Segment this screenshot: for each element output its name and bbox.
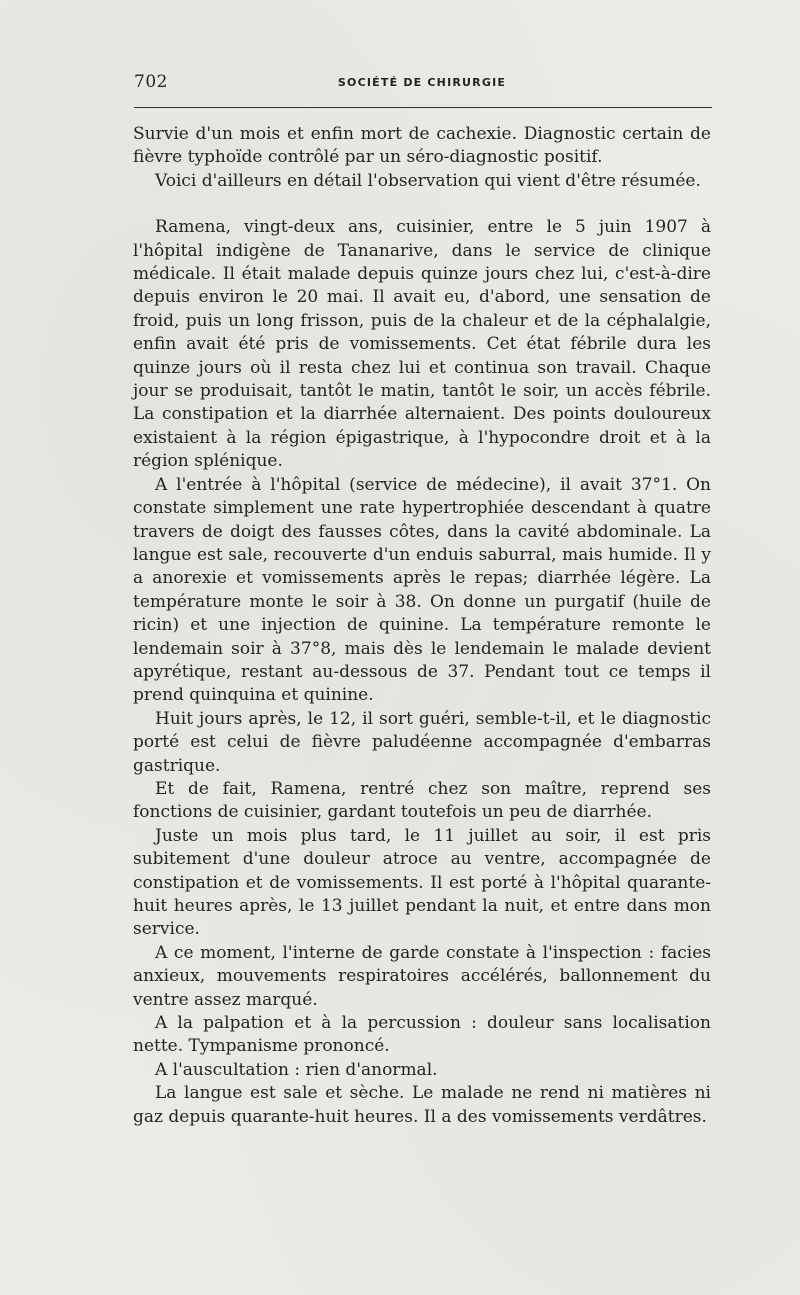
paragraph-1: Survie d'un mois et enfin mort de cachexie. Diagnostic certain de fièvre typhoïde contrôlé par un séro-diagnostic positif. bbox=[133, 124, 711, 168]
header-rule bbox=[134, 107, 712, 108]
paragraph-7: Juste un mois plus tard, le 11 juillet au soir, il est pris subitement d'une douleur atroce au ventre, accompagnée de constipation et de vomissements. Il est porté à l'hôpital quarante-huit heures après, le 13 juillet pendant la nuit, et entre dans mon service. bbox=[133, 825, 711, 940]
paragraph-8: A ce moment, l'interne de garde constate à l'inspection : facies anxieux, mouvements respiratoires accélérés, ballonnement du ventre assez marqué. bbox=[133, 942, 711, 1010]
paragraph-6: Et de fait, Ramena, rentré chez son maître, reprend ses fonctions de cuisinier, gardant toutefois un peu de diarrhée. bbox=[133, 778, 711, 823]
paragraph-10: A l'auscultation : rien d'anormal. bbox=[155, 1059, 438, 1080]
paragraph-9: A la palpation et à la percussion : douleur sans localisation nette. Tympanisme prononcé. bbox=[133, 1013, 711, 1057]
paragraph-5: Huit jours après, le 12, il sort guéri, semble-t-il, et le diagnostic porté est celui de fièvre paludéenne accompagnée d'embarras gastrique. bbox=[133, 708, 711, 776]
paragraph-2: Voici d'ailleurs en détail l'observation qui vient d'être résumée. bbox=[155, 170, 701, 191]
body-text bbox=[133, 123, 711, 1129]
paragraph-11: La langue est sale et sèche. Le malade ne rend ni matières ni gaz depuis quarante-huit heures. Il a des vomissements verdâtres. bbox=[133, 1083, 711, 1127]
paragraph-4: A l'entrée à l'hôpital (service de médecine), il avait 37°1. On constate simplement une rate hypertrophiée descendant à quatre travers de doigt des fausses côtes, dans la cavité abdominale. La langue est sale, recouverte d'un enduis saburral, mais humide. Il y a anorexie et vomissements après le repas; diarrhée légère. La température monte le soir à 38. On donne un purgatif (huile de ricin) et une injection de quinine. La température remonte le lendemain soir à 37°8, mais dès le lendemain le malade devient apyrétique, restant au-dessous de 37. Pendant tout ce temps il prend quinquina et quinine. bbox=[133, 474, 711, 706]
running-title: SOCIÉTÉ DE CHIRURGIE bbox=[337, 76, 507, 89]
page-number: 702 bbox=[134, 72, 168, 92]
page-header bbox=[134, 72, 710, 98]
paragraph-3: Ramena, vingt-deux ans, cuisinier, entre le 5 juin 1907 à l'hôpital indigène de Tananarive, dans le service de clinique médicale. Il était malade depuis quinze jours chez lui, c'est-à-dire depuis environ le 20 mai. Il avait eu, d'abord, une sensation de froid, puis un long frisson, puis de la chaleur et de la céphalalgie, enfin avait été pris de vomissements. Cet état fébrile dura les quinze jours où il resta chez lui et continua son travail. Chaque jour se produisait, tantôt le matin, tantôt le soir, un accès fébrile. La constipation et la diarrhée alternaient. Des points douloureux existaient à la région épigastrique, à l'hypocondre droit et à la région splénique. bbox=[133, 217, 711, 472]
